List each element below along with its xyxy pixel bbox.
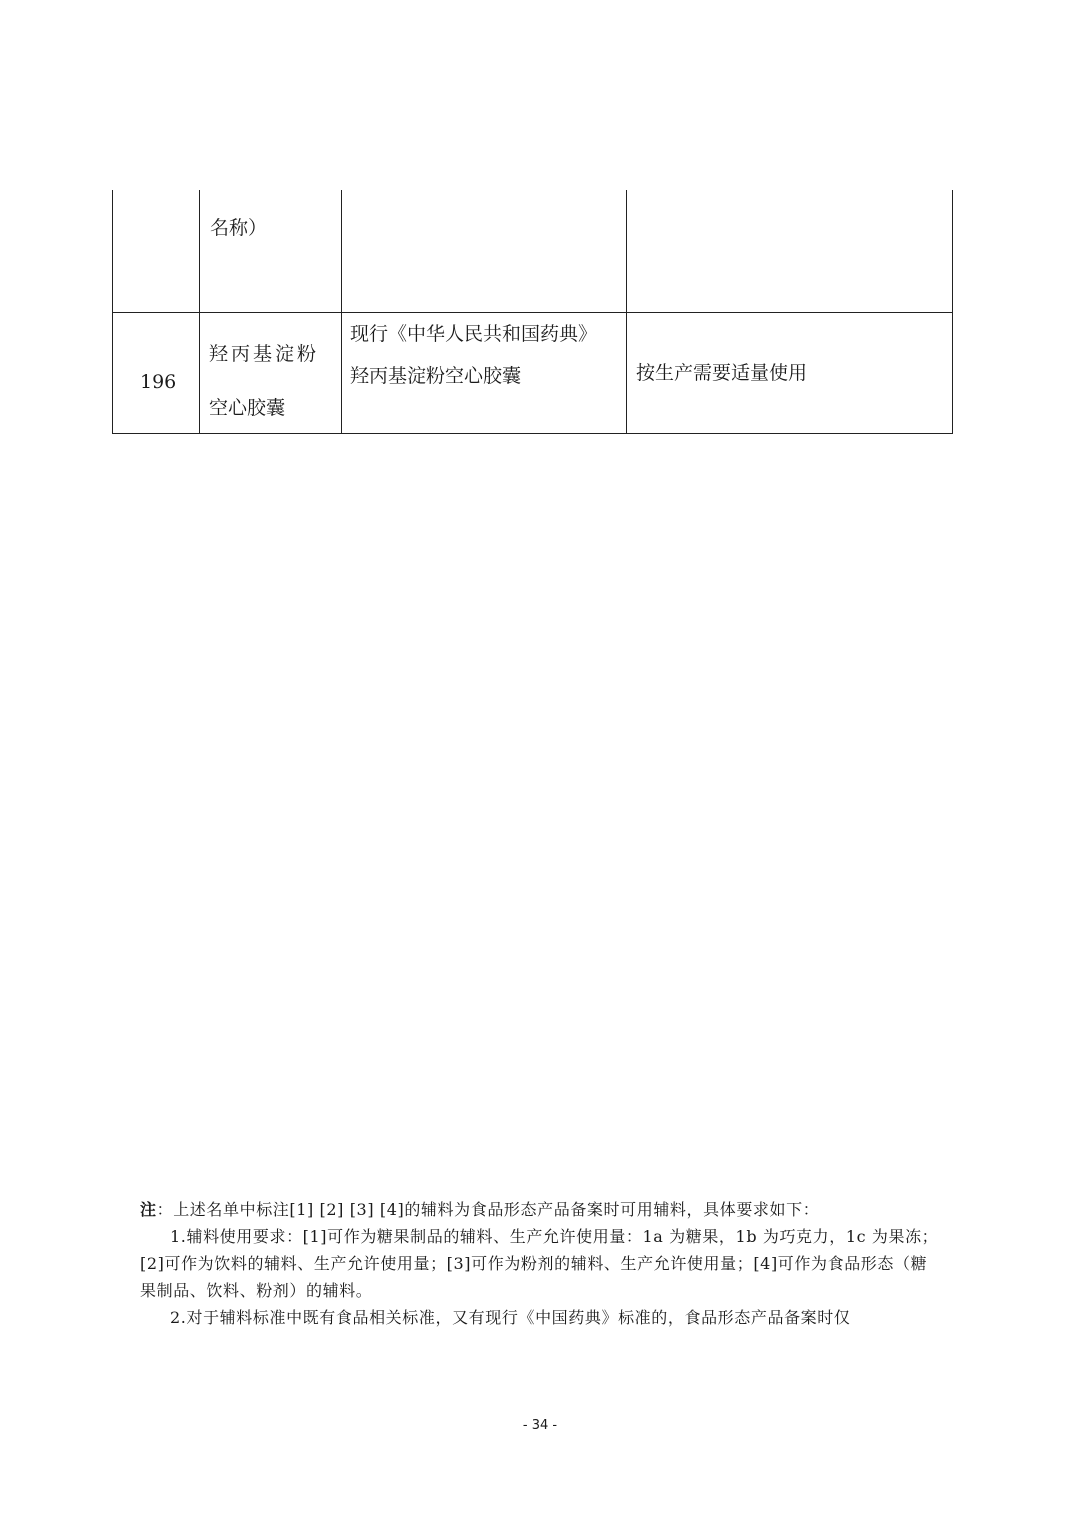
row-number-cell: 196	[140, 371, 177, 393]
notes-intro	[140, 1196, 942, 1223]
page-number: - 34 -	[522, 1418, 558, 1433]
standard-cell-line2: 羟丙基淀粉空心胶囊	[350, 365, 522, 387]
name-cell-line1: 羟丙基淀粉	[209, 343, 320, 365]
table-border-bottom	[112, 433, 953, 434]
continued-name-cell: 名称）	[210, 217, 268, 239]
row-divider	[112, 312, 953, 313]
notes-section	[140, 1196, 942, 1331]
notes-intro-text: ：上述名单中标注[1] [2] [3] [4]的辅料为食品形态产品备案时可用辅料，具体要求如下：	[156, 1200, 820, 1219]
notes-label: 注	[140, 1200, 157, 1219]
usage-cell: 按生产需要适量使用	[636, 362, 808, 384]
notes-item-2: 2.对于辅料标准中既有食品相关标准，又有现行《中国药典》标准的，食品形态产品备案时仅	[170, 1308, 851, 1327]
name-cell-line2: 空心胶囊	[209, 397, 286, 419]
excipient-table	[112, 190, 953, 434]
notes-item-1: 1.辅料使用要求：[1]可作为糖果制品的辅料、生产允许使用量：1a 为糖果，1b 为巧克力，1c 为果冻；[2]可作为饮料的辅料、生产允许使用量；[3]可作为粉剂的辅料、生产允许使用量；[4]可作为食品形态（糖果制品、饮料、粉剂）的辅料。	[140, 1227, 939, 1300]
standard-cell-line1: 现行《中华人民共和国药典》	[350, 323, 598, 345]
